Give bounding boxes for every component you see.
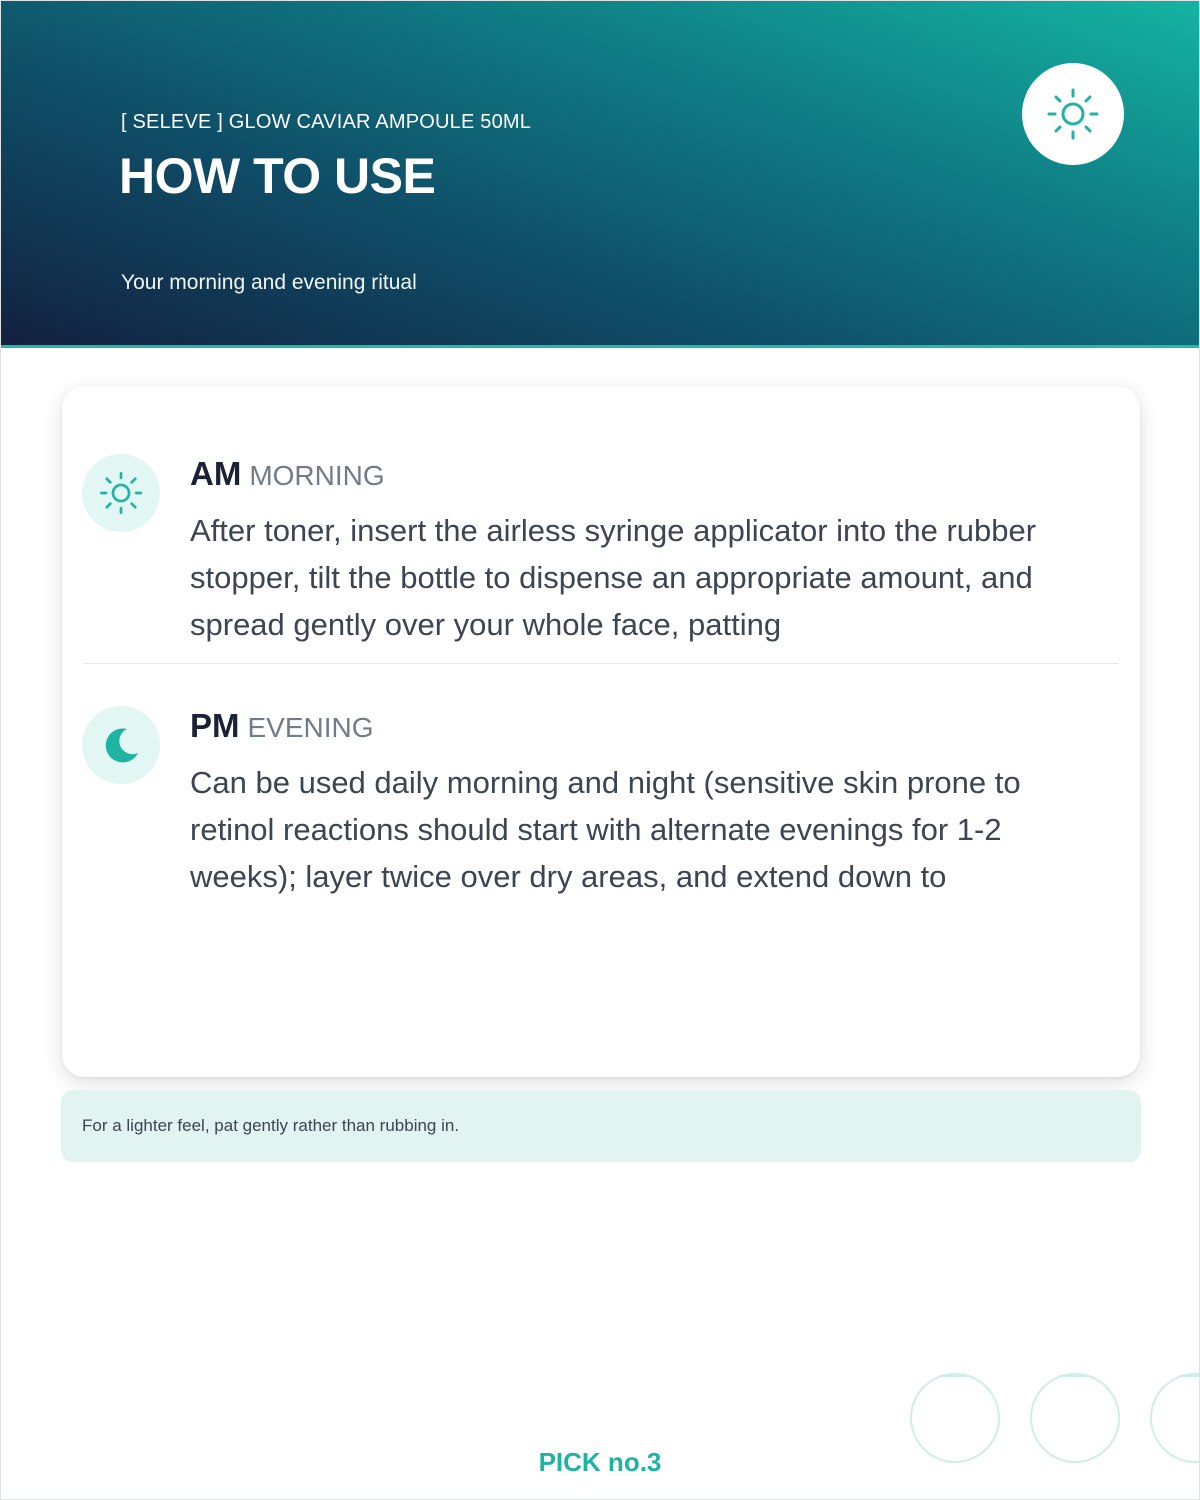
morning-instructions: After toner, insert the airless syringe applicator into the rubber stopper, tilt the bottle to dispense an appropriate amount, and spread gently over your whole face, patting xyxy=(190,513,1037,642)
am-label: AM xyxy=(190,455,242,492)
product-name: [ SELEVE ] GLOW CAVIAR AMPOULE 50ML xyxy=(121,111,532,133)
usage-card xyxy=(62,386,1140,1077)
moon-icon xyxy=(96,720,146,770)
tip-box xyxy=(61,1090,1141,1162)
sun-icon xyxy=(96,468,146,518)
evening-section xyxy=(62,664,1140,1064)
evening-label: EVENING xyxy=(247,712,374,743)
evening-icon-circle xyxy=(82,706,160,784)
page-title: HOW TO USE xyxy=(119,148,436,204)
sun-badge xyxy=(1022,63,1124,165)
morning-heading xyxy=(190,454,385,496)
page-subtitle: Your morning and evening ritual xyxy=(121,271,417,294)
evening-instructions: Can be used daily morning and night (sensitive skin prone to retinol reactions should start with alternate evenings for 1-2 weeks); layer twice over dry areas, and extend down to xyxy=(190,765,1021,894)
pm-label: PM xyxy=(190,707,240,744)
pick-label: PICK no.3 xyxy=(538,1447,662,1477)
tip-text: For a lighter feel, pat gently rather than rubbing in. xyxy=(82,1116,460,1135)
evening-heading xyxy=(190,706,374,748)
morning-section xyxy=(62,386,1140,664)
morning-icon-circle xyxy=(82,454,160,532)
sun-icon xyxy=(1045,86,1101,142)
morning-label: MORNING xyxy=(249,460,385,491)
header-banner xyxy=(1,1,1199,348)
